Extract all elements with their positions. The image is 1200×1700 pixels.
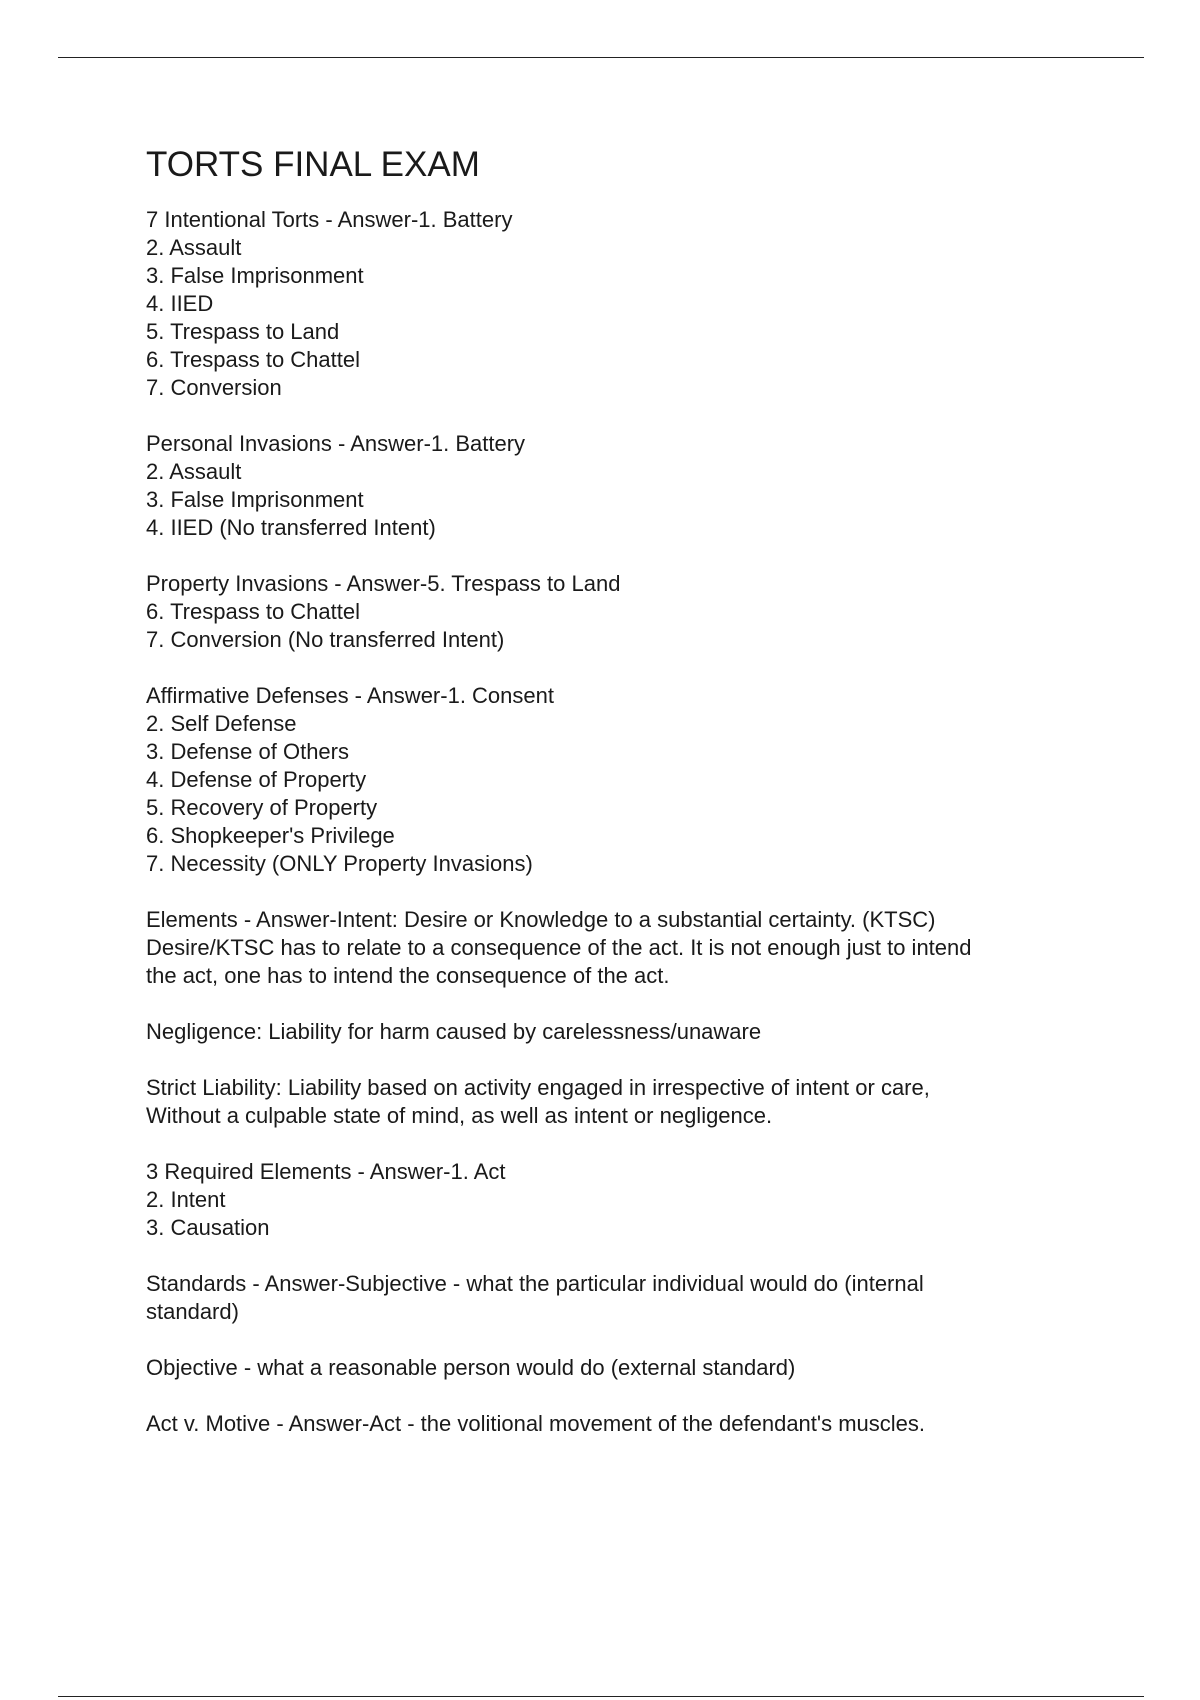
flashcard-question-line: Negligence: Liability for harm caused by carelessness/unaware — [146, 1019, 762, 1044]
flashcard-answer-line: standard) — [146, 1299, 239, 1324]
flashcard-question-line: Strict Liability: Liability based on activity engaged in irrespective of intent or care, — [146, 1075, 930, 1100]
flashcard-answer-line: 3. False Imprisonment — [146, 487, 364, 512]
flashcard-question-line: Elements - Answer-Intent: Desire or Knowledge to a substantial certainty. (KTSC) — [146, 907, 936, 932]
flashcard-block — [146, 1158, 1066, 1242]
flashcard-answer-line: 3. Causation — [146, 1215, 270, 1240]
document-body — [146, 143, 1066, 1466]
flashcard-answer-line: 7. Conversion — [146, 375, 282, 400]
flashcard-list — [146, 206, 1066, 1438]
flashcard-question-line: 7 Intentional Torts - Answer-1. Battery — [146, 207, 513, 232]
flashcard-answer-line: Desire/KTSC has to relate to a consequence of the act. It is not enough just to intend — [146, 935, 972, 960]
flashcard-answer-line: 6. Trespass to Chattel — [146, 347, 360, 372]
flashcard-question-line: Personal Invasions - Answer-1. Battery — [146, 431, 526, 456]
flashcard-answer-line: 3. False Imprisonment — [146, 263, 364, 288]
flashcard-question-line: 3 Required Elements - Answer-1. Act — [146, 1159, 506, 1184]
flashcard-answer-line: 5. Trespass to Land — [146, 319, 340, 344]
flashcard-block — [146, 1018, 1066, 1046]
header-divider — [58, 57, 1144, 58]
flashcard-answer-line: 2. Self Defense — [146, 711, 297, 736]
flashcard-answer-line: 6. Shopkeeper's Privilege — [146, 823, 395, 848]
flashcard-answer-line: 2. Assault — [146, 235, 242, 260]
flashcard-question-line: Property Invasions - Answer-5. Trespass to Land — [146, 571, 621, 596]
flashcard-question-line: Affirmative Defenses - Answer-1. Consent — [146, 683, 554, 708]
flashcard-answer-line: 5. Recovery of Property — [146, 795, 378, 820]
flashcard-answer-line: 2. Intent — [146, 1187, 226, 1212]
flashcard-block — [146, 1410, 1066, 1438]
flashcard-block — [146, 1074, 1066, 1130]
flashcard-answer-line: 4. IIED — [146, 291, 214, 316]
flashcard-block — [146, 682, 1066, 878]
flashcard-answer-line: 2. Assault — [146, 459, 242, 484]
flashcard-question-line: Objective - what a reasonable person would do (external standard) — [146, 1355, 796, 1380]
flashcard-answer-line: 6. Trespass to Chattel — [146, 599, 360, 624]
flashcard-block — [146, 1270, 1066, 1326]
page-title: TORTS FINAL EXAM — [146, 145, 480, 184]
flashcard-question-line: Act v. Motive - Answer-Act - the volitional movement of the defendant's muscles. — [146, 1411, 926, 1436]
flashcard-answer-line: Without a culpable state of mind, as well as intent or negligence. — [146, 1103, 773, 1128]
flashcard-answer-line: 7. Necessity (ONLY Property Invasions) — [146, 851, 533, 876]
flashcard-block — [146, 906, 1066, 990]
flashcard-block — [146, 206, 1066, 402]
flashcard-question-line: Standards - Answer-Subjective - what the particular individual would do (internal — [146, 1271, 924, 1296]
flashcard-answer-line: 7. Conversion (No transferred Intent) — [146, 627, 505, 652]
flashcard-block — [146, 430, 1066, 542]
flashcard-answer-line: 4. IIED (No transferred Intent) — [146, 515, 436, 540]
flashcard-answer-line: the act, one has to intend the consequence of the act. — [146, 963, 670, 988]
flashcard-answer-line: 3. Defense of Others — [146, 739, 349, 764]
flashcard-block — [146, 1354, 1066, 1382]
footer-divider — [58, 1696, 1144, 1697]
flashcard-block — [146, 570, 1066, 654]
flashcard-answer-line: 4. Defense of Property — [146, 767, 367, 792]
